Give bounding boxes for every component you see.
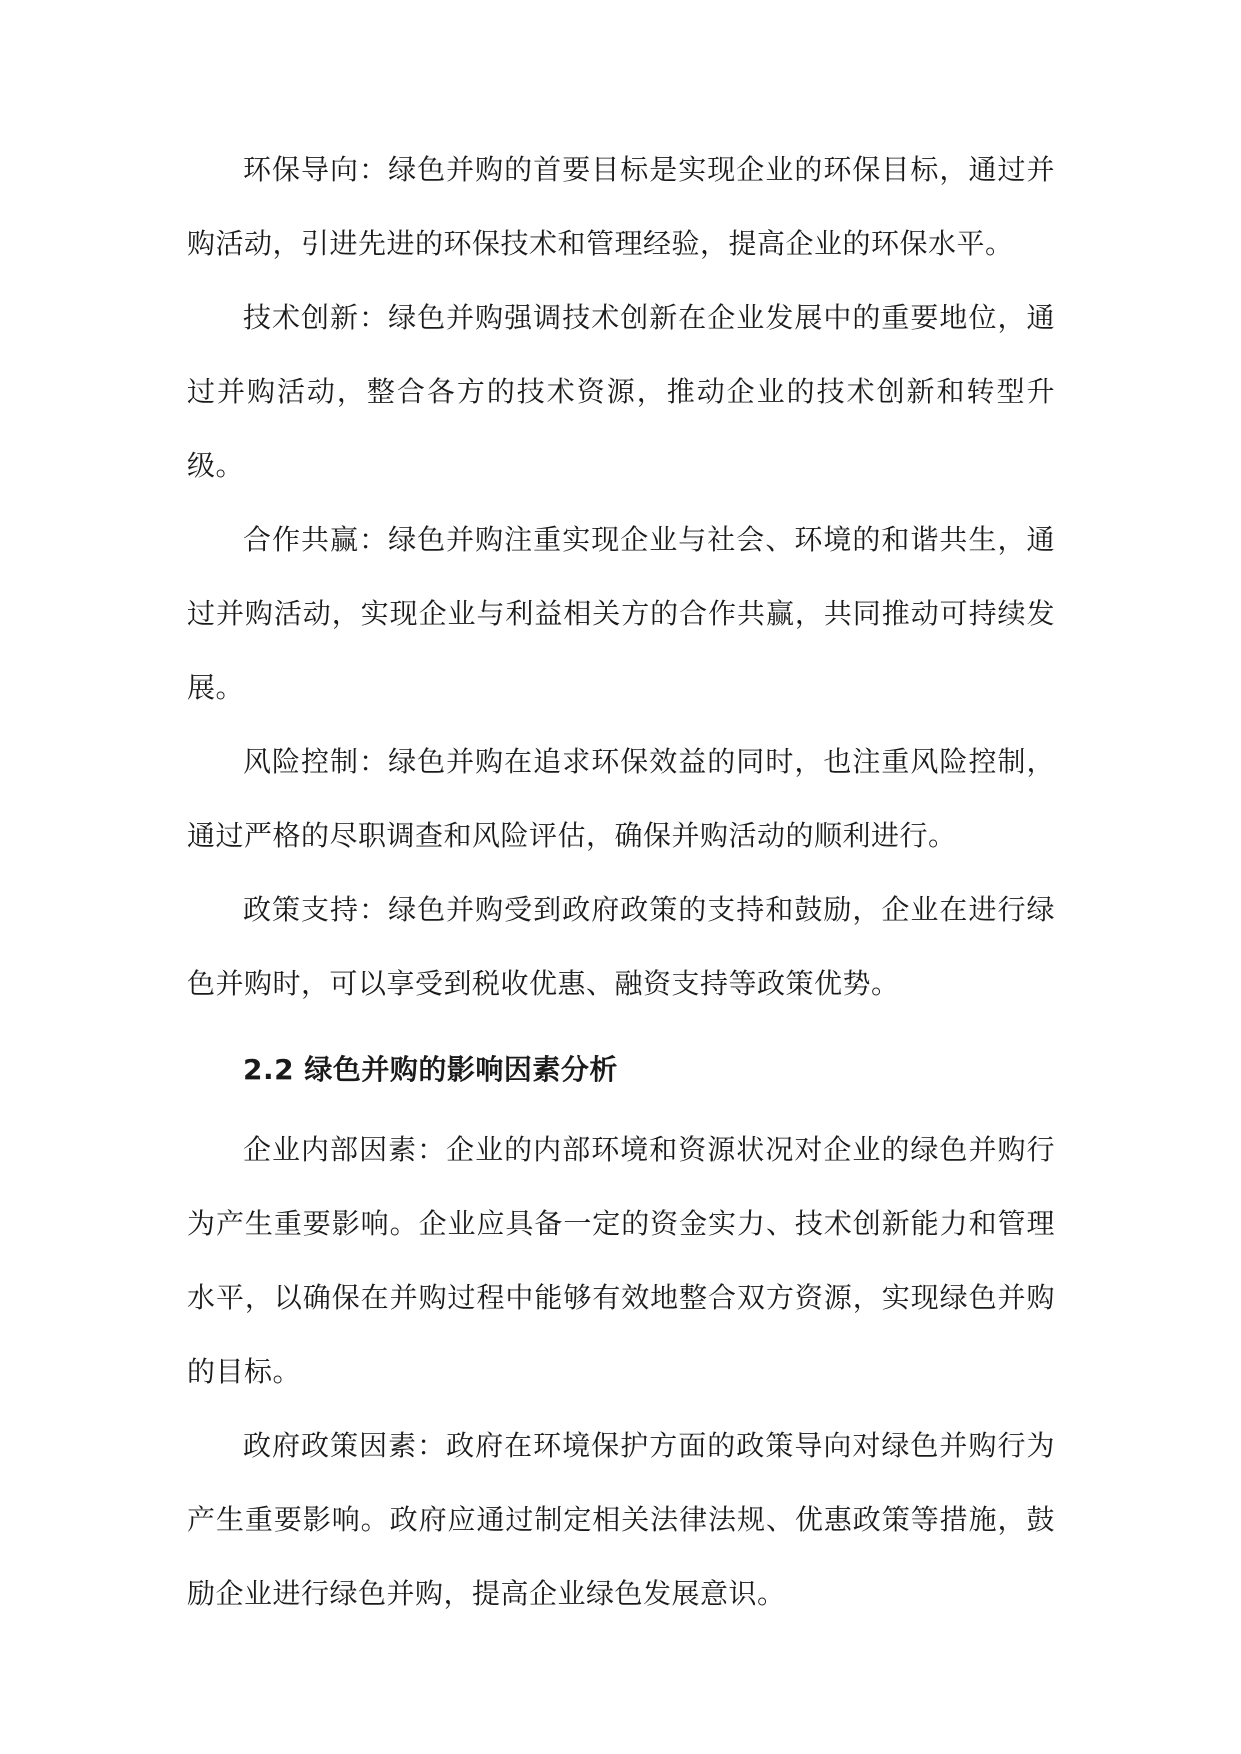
paragraph-technical-innovation: 技术创新：绿色并购强调技术创新在企业发展中的重要地位，通过并购活动，整合各方的技术资源，推动企业的技术创新和转型升级。 [187,301,1055,482]
paragraph-environmental-orientation: 环保导向：绿色并购的首要目标是实现企业的环保目标，通过并购活动，引进先进的环保技术和管理经验，提高企业的环保水平。 [187,153,1055,260]
section-heading: 2.2 绿色并购的影响因素分析 [243,1053,618,1086]
paragraph-internal-factors: 企业内部因素：企业的内部环境和资源状况对企业的绿色并购行为产生重要影响。企业应具备一定的资金实力、技术创新能力和管理水平，以确保在并购过程中能够有效地整合双方资源，实现绿色并购的目标。 [187,1133,1055,1388]
paragraph-risk-control: 风险控制：绿色并购在追求环保效益的同时，也注重风险控制，通过严格的尽职调查和风险评估，确保并购活动的顺利进行。 [187,745,1055,852]
paragraph-policy-support: 政策支持：绿色并购受到政府政策的支持和鼓励，企业在进行绿色并购时，可以享受到税收优惠、融资支持等政策优势。 [187,893,1055,1000]
paragraph-government-policy-factors: 政府政策因素：政府在环境保护方面的政策导向对绿色并购行为产生重要影响。政府应通过制定相关法律法规、优惠政策等措施，鼓励企业进行绿色并购，提高企业绿色发展意识。 [187,1429,1055,1610]
paragraph-win-win-cooperation: 合作共赢：绿色并购注重实现企业与社会、环境的和谐共生，通过并购活动，实现企业与利益相关方的合作共赢，共同推动可持续发展。 [187,523,1055,704]
document-page [187,133,1055,1631]
